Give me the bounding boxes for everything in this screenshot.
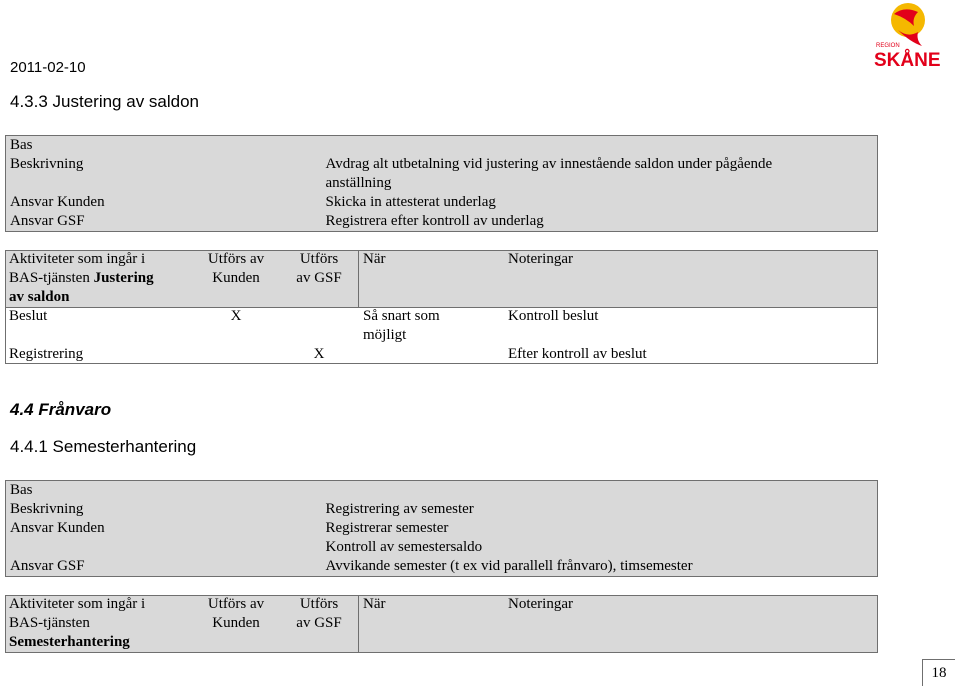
logo-skane-text: SKÅNE: [874, 50, 941, 71]
page-number: 18: [922, 659, 955, 686]
row-value-beskrivning: Registrering av semester: [325, 501, 474, 517]
activities-header-noteringar: Noteringar: [508, 596, 573, 612]
activities-header-aktiviteter: Aktiviteter som ingår i BAS-tjänsten Justering av saldon: [9, 251, 154, 305]
row-value-ansvar-gsf: Registrera efter kontroll av underlag: [325, 213, 544, 229]
bas-table-justering: [5, 135, 878, 232]
activity-note-registrering: Efter kontroll av beslut: [508, 346, 647, 362]
activity-kunden-beslut: X: [230, 308, 242, 324]
row-value-ansvar-gsf: Avvikande semester (t ex vid parallell frånvaro), timsemester: [325, 558, 693, 574]
row-value-ansvar-kunden: Registrerar semester: [325, 520, 449, 536]
logo-region-text: REGION: [876, 43, 900, 49]
activity-name-beslut: Beslut: [9, 308, 48, 324]
activities-table-semester: [5, 595, 877, 653]
bas-table-semester: [5, 480, 878, 577]
row-value-ansvar-kunden-cont: Kontroll av semestersaldo: [325, 539, 483, 555]
activities-header-utfors-gsf: Utförs av GSF: [296, 251, 342, 286]
row-label-ansvar-kunden: Ansvar Kunden: [10, 194, 105, 210]
row-label-ansvar-kunden: Ansvar Kunden: [10, 520, 105, 536]
row-label-ansvar-gsf: Ansvar GSF: [10, 558, 85, 574]
row-label-ansvar-gsf: Ansvar GSF: [10, 213, 85, 229]
bas-value-cell: [322, 136, 878, 232]
section-heading-semesterhantering: 4.4.1 Semesterhantering: [10, 437, 197, 456]
activity-gsf-registrering: X: [313, 346, 325, 362]
row-value-ansvar-kunden: Skicka in attesterat underlag: [325, 194, 496, 210]
section-heading-justering: 4.3.3 Justering av saldon: [10, 92, 200, 111]
activities-header-utfors-kunden: Utförs av Kunden: [207, 251, 265, 286]
activity-when-beslut: Så snart som möjligt: [363, 308, 440, 343]
activity-note-beslut: Kontroll beslut: [508, 308, 599, 324]
activities-header-nar: När: [363, 596, 386, 612]
region-skane-logo: [868, 0, 948, 72]
row-label-beskrivning: Beskrivning: [10, 156, 84, 172]
bas-value-cell: [322, 481, 878, 577]
section-heading-franvaro: 4.4 Frånvaro: [10, 400, 112, 419]
activities-header-aktiviteter: Aktiviteter som ingår i BAS-tjänsten Semesterhantering: [9, 596, 146, 650]
activity-name-registrering: Registrering: [9, 346, 84, 362]
activities-header-utfors-gsf: Utförs av GSF: [296, 596, 342, 631]
bas-title: Bas: [10, 137, 33, 153]
activities-header-noteringar: Noteringar: [508, 251, 573, 267]
bas-title: Bas: [10, 482, 33, 498]
activities-table-justering: [5, 250, 877, 364]
row-label-beskrivning: Beskrivning: [10, 501, 84, 517]
bas-label-cell: [6, 136, 322, 232]
activities-header-nar: När: [363, 251, 386, 267]
bas-label-cell: [6, 481, 322, 577]
row-value-beskrivning-cont: anställning: [325, 175, 392, 191]
griffin-icon: [868, 0, 948, 72]
document-date: 2011-02-10: [10, 59, 86, 76]
activities-header-utfors-kunden: Utförs av Kunden: [207, 596, 265, 631]
row-value-beskrivning: Avdrag alt utbetalning vid justering av innestående saldon under pågående: [325, 156, 773, 172]
